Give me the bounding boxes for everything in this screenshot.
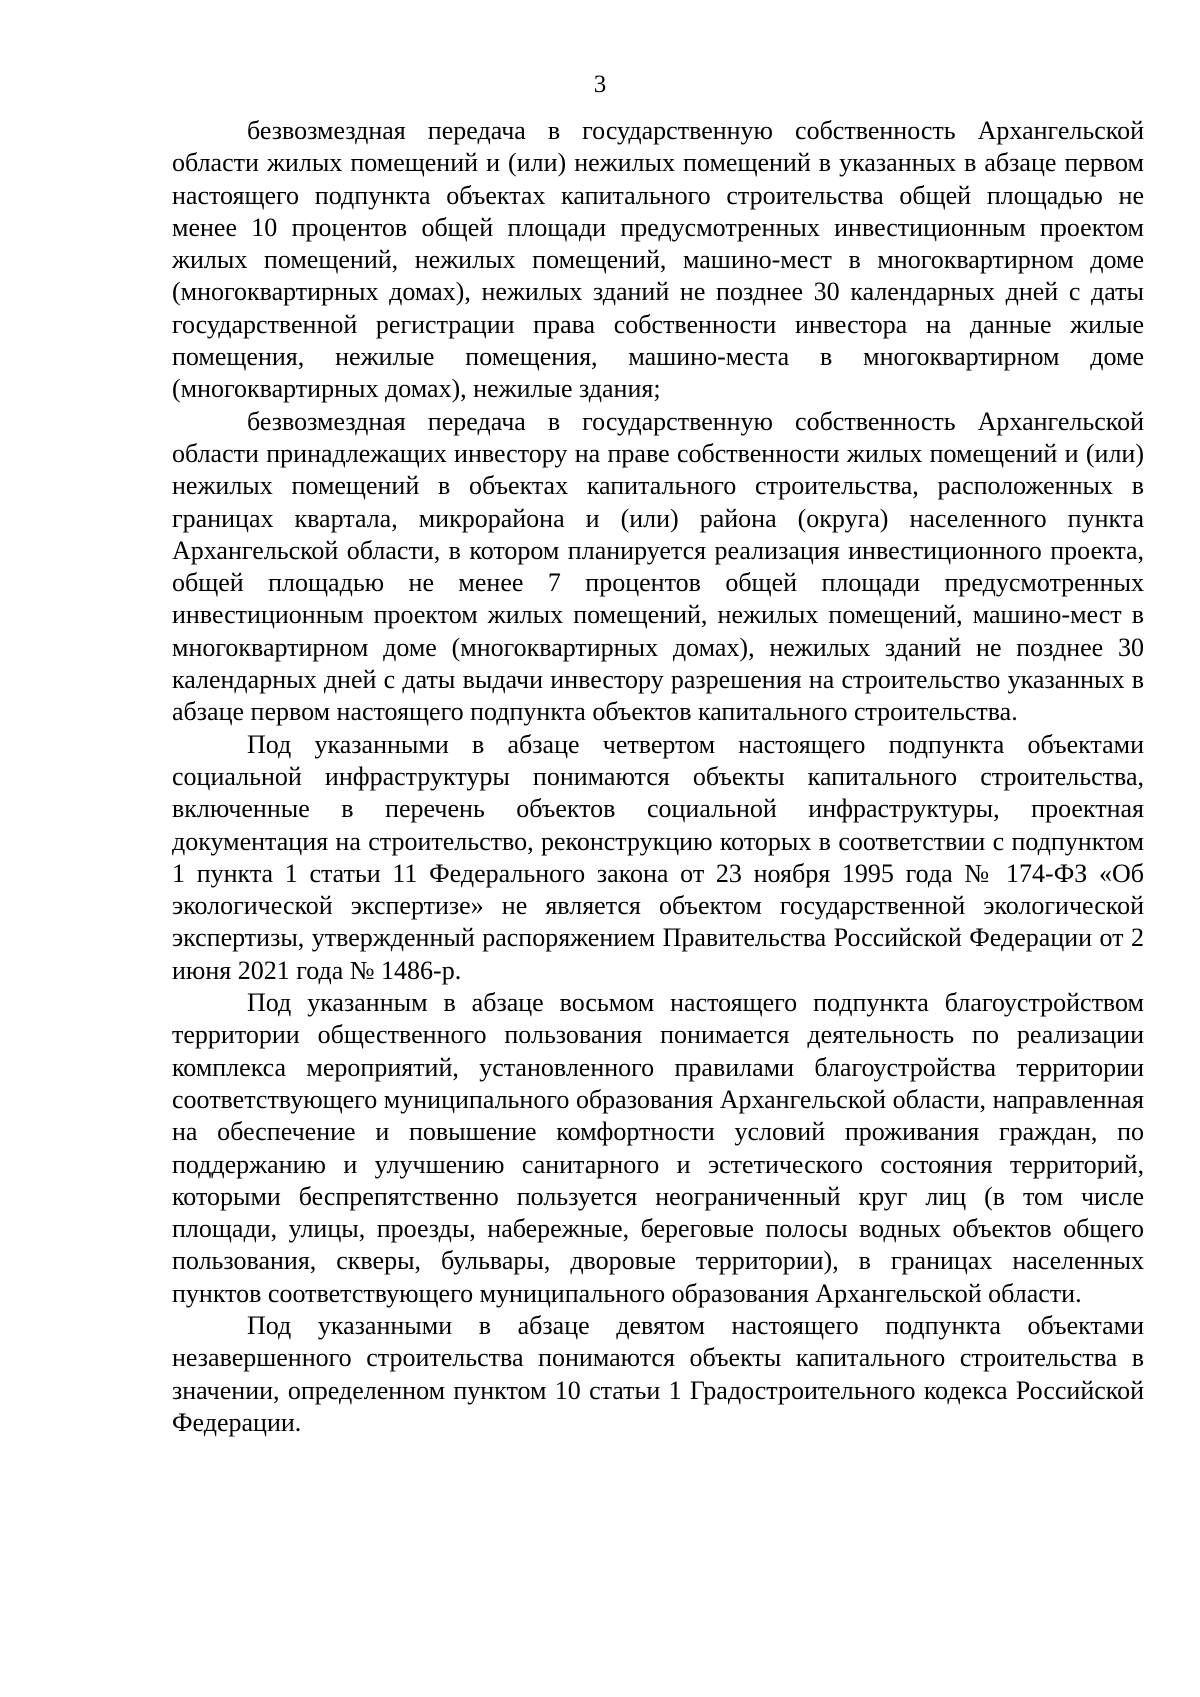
paragraph-transfer-premises: безвозмездная передача в государственную собственность Архангельской области жилых помещений и (или) нежилых помещений в указанных в абзаце первом настоящего подпункта объектах капитального строительства общей площадью не менее 10 процентов общей площади предусмотренных инвестиционным проектом жилых помещений, нежилых помещений, машино-мест в многоквартирном доме (многоквартирных домах), нежилых зданий не позднее 30 календарных дней с даты государственной регистрации права собственности инвестора на данные жилые помещения, нежилые помещения, машино-места в многоквартирном доме (многоквартирных домах), нежилые здания; bbox=[172, 116, 1144, 404]
paragraph-unfinished-construction: Под указанными в абзаце девятом настоящего подпункта объектами незавершенного строительства понимаются объекты капитального строительства в значении, определенном пунктом 10 статьи 1 Градостроительного кодекса Российской Федерации. bbox=[172, 1310, 1144, 1437]
document-body bbox=[172, 115, 1144, 1439]
page-number: 3 bbox=[593, 71, 607, 98]
paragraph-social-infrastructure: Под указанными в абзаце четвертом настоящего подпункта объектами социальной инфраструктуры понимаются объекты капитального строительства, включенные в перечень объектов социальной инфраструктуры, проектная документация на строительство, реконструкцию которых в соответствии с подпунктом 1 пункта 1 статьи 11 Федерального закона от 23 ноября 1995 года № 174-ФЗ «Об экологической экспертизе» не является объектом государственной экологической экспертизы, утвержденный распоряжением Правительства Российской Федерации от 2 июня 2021 года № 1486-р. bbox=[172, 729, 1144, 985]
paragraph-transfer-owned-premises: безвозмездная передача в государственную собственность Архангельской области принадлежащих инвестору на праве собственности жилых помещений и (или) нежилых помещений в объектах капитального строительства, расположенных в границах квартала, микрорайона и (или) района (округа) населенного пункта Архангельской области, в котором планируется реализация инвестиционного проекта, общей площадью не менее 7 процентов общей площади предусмотренных инвестиционным проектом жилых помещений, нежилых помещений, машино-мест в многоквартирном доме (многоквартирных домах), нежилых зданий не позднее 30 календарных дней с даты выдачи инвестору разрешения на строительство указанных в абзаце первом настоящего подпункта объектов капитального строительства. bbox=[172, 406, 1144, 727]
paragraph-public-territory: Под указанным в абзаце восьмом настоящего подпункта благоустройством территории общественного пользования понимается деятельность по реализации комплекса мероприятий, установленного правилами благоустройства территории соответствующего муниципального образования Архангельской области, направленная на обеспечение и повышение комфортности условий проживания граждан, по поддержанию и улучшению санитарного и эстетического состояния территорий, которыми беспрепятственно пользуется неограниченный круг лиц (в том числе площади, улицы, проезды, набережные, береговые полосы водных объектов общего пользования, скверы, бульвары, дворовые территории), в границах населенных пунктов соответствующего муниципального образования Архангельской области. bbox=[172, 988, 1144, 1308]
